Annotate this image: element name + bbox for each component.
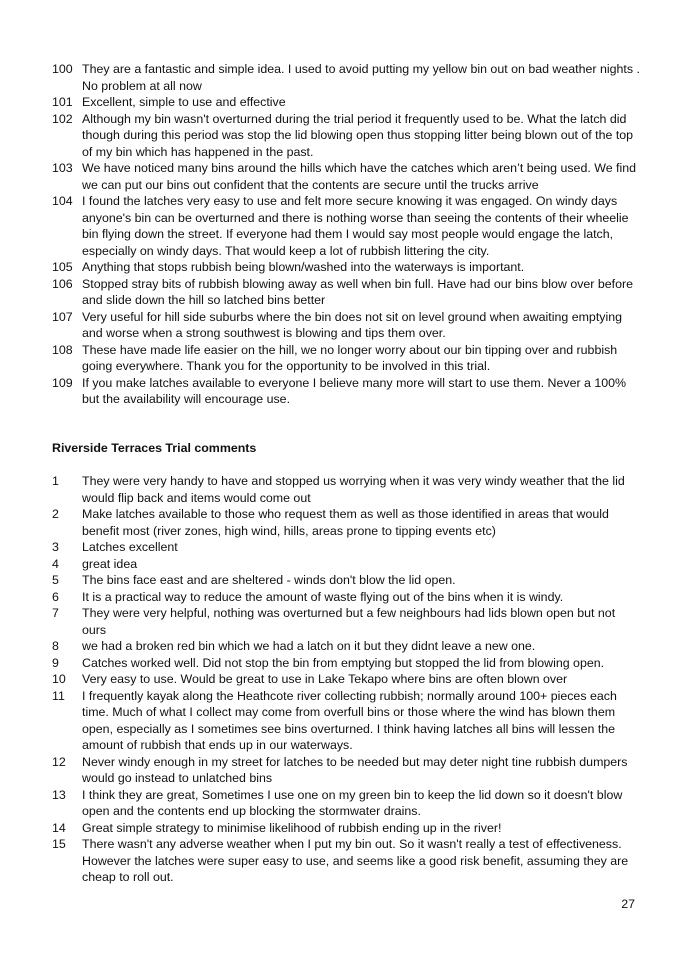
comment-row [52,111,642,161]
comment-text: They are a fantastic and simple idea. I used to avoid putting my yellow bin out on bad weather nights . No problem at all now [82,62,640,93]
comment-text: Never windy enough in my street for latches to be needed but may deter night tine rubbish dumpers would go instead to unlatched bins [82,754,628,785]
comment-text: Very useful for hill side suburbs where the bin does not sit on level ground when awaiting emptying and worse when a strong southwest is blowing and tips them over. [82,309,622,340]
comment-row [52,671,642,688]
comment-text: The bins face east and are sheltered - winds don't blow the lid open. [82,573,456,587]
comment-number: 3 [52,540,59,554]
comment-text: Anything that stops rubbish being blown/washed into the waterways is important. [82,260,525,274]
comment-row [52,836,642,886]
comment-number: 15 [52,837,66,851]
comment-row [52,61,642,94]
comment-row [52,342,642,375]
comment-number: 101 [52,95,73,109]
comment-row [52,754,642,787]
comment-row [52,309,642,342]
comment-row [52,94,642,111]
comment-row [52,638,642,655]
comment-text: There wasn't any adverse weather when I put my bin out. So it wasn't really a test of effectiveness. However the latches were super easy to use, and seems like a good risk benefit, assuming they are cheap to roll out. [82,837,629,884]
comment-text: great idea [82,556,138,571]
page-number: 27 [621,897,635,911]
comment-row [52,589,642,606]
comment-number: 104 [52,194,73,208]
comment-number: 105 [52,260,73,274]
comment-number: 1 [52,474,59,488]
comment-text: Although my bin wasn't overturned during the trial period it frequently used to be. What the latch did though during this period was stop the lid blowing open thus stopping litter being blown out of the top of my bin which has happened in the past. [82,111,634,159]
comment-row [52,539,642,556]
comment-row [52,193,642,259]
comment-number: 107 [52,309,73,324]
comment-number: 2 [52,507,59,521]
comment-number: 9 [52,655,59,670]
section-heading: Riverside Terraces Trial comments [52,441,257,455]
comment-text: I frequently kayak along the Heathcote river collecting rubbish; normally around 100+ pieces each time. Much of what I collect may come from overfull bins or those where the wind has blown them open, especially as I sometimes see bins overturned. I think having latches all bins will lessen the amount of rubbish that ends up in our waterways. [82,688,617,752]
comment-number: 102 [52,111,73,126]
comment-row [52,655,642,672]
comment-text: we had a broken red bin which we had a latch on it but they didnt leave a new one. [82,639,536,653]
comment-text: Great simple strategy to minimise likelihood of rubbish ending up in the river! [82,820,502,835]
comment-number: 11 [52,688,65,703]
comment-number: 14 [52,820,66,835]
comment-number: 7 [52,606,59,620]
comment-text: Make latches available to those who request them as well as those identified in areas that would benefit most (river zones, high wind, hills, areas prone to tipping events etc) [82,507,609,538]
comment-row [52,605,642,638]
comment-number: 6 [52,589,59,604]
comment-number: 100 [52,62,73,76]
comment-text: I found the latches very easy to use and felt more secure knowing it was engaged. On windy days anyone's bin can be overturned and there is nothing worse than seeing the contents of their wheelie bin flying down the street. If everyone had them I would say most people would engage the latch, especially on windy days. That would keep a lot of rubbish littering the city. [82,194,629,258]
comment-number: 106 [52,276,73,291]
comment-text: These have made life easier on the hill, we no longer worry about our bin tipping over and rubbish going everywhere. Thank you for the opportunity to be involved in this trial. [82,342,618,373]
comment-number: 103 [52,161,73,175]
comment-text: If you make latches available to everyone I believe many more will start to use them. Never a 100% but the availability will encourage use. [82,375,627,406]
comment-text: Very easy to use. Would be great to use in Lake Tekapo where bins are often blown over [82,672,568,686]
comment-number: 8 [52,639,59,653]
comments-list-riverside [52,473,642,886]
comment-text: It is a practical way to reduce the amount of waste flying out of the bins when it is windy. [82,589,564,604]
comment-number: 109 [52,375,73,390]
comments-list-hills [52,61,642,408]
comment-row [52,160,642,193]
comment-number: 13 [52,787,66,802]
comment-number: 108 [52,342,73,357]
comment-text: We have noticed many bins around the hills which have the catches which aren’t being used. We find we can put our bins out confident that the contents are secure until the trucks arrive [82,161,637,192]
comment-number: 10 [52,672,66,686]
comment-row [52,820,642,837]
comment-row [52,787,642,820]
comment-number: 5 [52,573,59,587]
comment-text: Catches worked well. Did not stop the bin from emptying but stopped the lid from blowing open. [82,655,605,670]
comment-text: Excellent, simple to use and effective [82,95,286,109]
comment-row [52,375,642,408]
comment-row [52,473,642,506]
comment-row [52,556,642,573]
comment-text: Latches excellent [82,540,178,554]
comment-text: I think they are great, Sometimes I use one on my green bin to keep the lid down so it doesn't blow open and the contents end up blocking the stormwater drains. [82,787,623,818]
comment-row [52,688,642,754]
comment-row [52,259,642,276]
comment-row [52,276,642,309]
comment-number: 4 [52,556,59,571]
comment-text: Stopped stray bits of rubbish blowing away as well when bin full. Have had our bins blow over before and slide down the hill so latched bins better [82,276,634,307]
comment-row [52,506,642,539]
comment-text: They were very helpful, nothing was overturned but a few neighbours had lids blown open but not ours [82,606,616,637]
comment-row [52,572,642,589]
comment-text: They were very handy to have and stopped us worrying when it was very windy weather that the lid would flip back and items would come out [82,474,625,505]
comment-number: 12 [52,754,66,769]
